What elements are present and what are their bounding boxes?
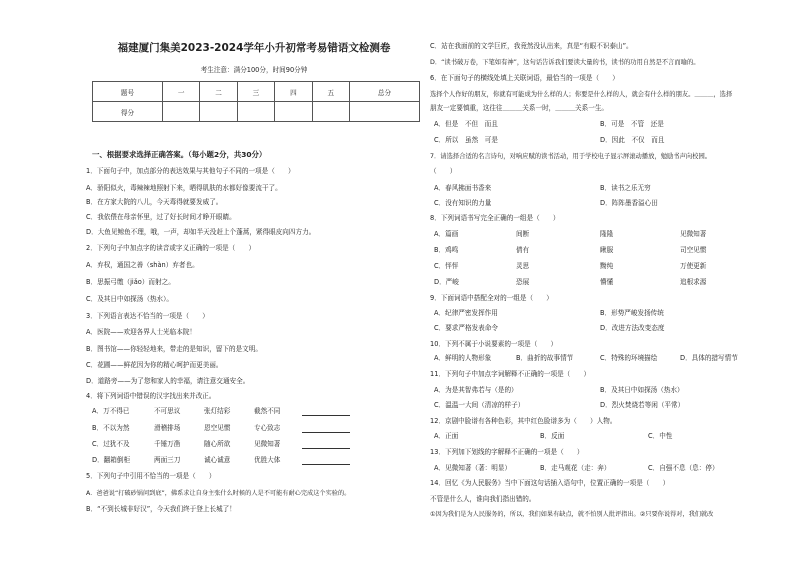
exam-note: 考生注意：满分100分，时间90分钟 <box>200 66 308 74</box>
choice-option[interactable]: A．鲜明的人物形象 <box>434 354 492 362</box>
score-row-label: 得分 <box>93 102 163 122</box>
question-text: 13．下列加下划线的字解释不正确的一项是（ ） <box>430 448 584 456</box>
choice-option[interactable]: B．反面 <box>540 432 565 440</box>
question-text: 5．下列句子中引用不恰当的一项是（ ） <box>86 472 216 480</box>
question-text: 9．下面词语中搭配全对的一组是（ ） <box>430 294 553 302</box>
option-line: B．在方家大院的八儿，今天毒得就要发威了。 <box>86 198 223 206</box>
option-line: B．“不到长城非好汉”，今天我们终于登上长城了！ <box>86 505 236 513</box>
word-cell: 优胜大体 <box>254 456 281 464</box>
choice-option[interactable]: D．改进方法改变态度 <box>600 324 665 332</box>
option-line: C．花圃——鲜花因为你的精心呵护而更美丽。 <box>86 361 223 369</box>
word-cell: 专心致志 <box>254 424 281 432</box>
word-cell: 灵思 <box>516 262 530 270</box>
choice-option[interactable]: A．为是其智弗若与（是的） <box>434 386 518 394</box>
word-cell: 万使更新 <box>680 262 707 270</box>
option-line: A．骄阳似火，毒辣辣地照射下来，晒得肌肤的水都好像要流干了。 <box>86 184 282 192</box>
choice-option[interactable]: A．见微知著（著：明显） <box>434 464 512 472</box>
word-cell: 间断 <box>516 230 530 238</box>
choice-option[interactable]: C．所以 虽然 可是 <box>434 136 498 144</box>
option-line: D．道路旁——为了您和家人的幸福，请注意交通安全。 <box>86 377 250 385</box>
question-text: 2．下列句子中加点字的读音或字义正确的一项是（ ） <box>86 244 256 252</box>
score-cell[interactable] <box>312 102 349 122</box>
option-line: C．我依偎在母亲怀里，过了好长时间才睁开眼睛。 <box>86 213 236 221</box>
choice-option[interactable]: D．烈火焚烧若等闲（平常） <box>600 401 685 409</box>
word-cell: 恐展 <box>516 278 530 286</box>
word-cell: 司空见惯 <box>680 246 707 254</box>
question-text: 12．京剧中脸谱有各种色彩，其中红色脸谱多为（ ）人物。 <box>430 417 617 425</box>
question-text: 不管是什么人，谁向我们指出错的。 <box>430 495 536 503</box>
score-header: 二 <box>200 82 237 102</box>
word-cell: 追根求源 <box>680 278 707 286</box>
answer-blank[interactable] <box>302 464 350 465</box>
word-cell: 懵懂 <box>600 278 614 286</box>
passage-line: ①因为我们是为人民服务的，所以，我们如果有缺点，就不怕别人批评指出。②只要你说得对，我们就改 <box>430 511 714 518</box>
question-text: 3．下列语言表达不恰当的一项是（ ） <box>86 312 209 320</box>
word-cell: C．过犹不及 <box>92 440 130 448</box>
option-line: D．“读书破万卷，下笔如有神”，这句话告诉我们要读大量的书，读书的功用自然是不言而喻的。 <box>430 59 700 66</box>
score-header: 题号 <box>93 82 163 102</box>
choice-option[interactable]: A．春风拂面书香来 <box>434 184 492 192</box>
word-cell: B．不以为然 <box>92 424 130 432</box>
word-cell: 见微知著 <box>254 440 281 448</box>
choice-option[interactable]: D．严峻 <box>434 278 459 286</box>
option-line: B．图书馆——你轻轻地来，带走的是知识，留下的是文明。 <box>86 345 262 353</box>
choice-option[interactable]: C．要求严格发表命令 <box>434 324 498 332</box>
option-line: A．爸爸说“打破砂锅问到底”，佛系求让自身主张什么时候的人是不可能有耐心完成这个实验的。 <box>86 490 351 497</box>
option-line: B．思振弓缴（jiǎo）而射之。 <box>86 278 175 286</box>
score-cell[interactable] <box>162 102 199 122</box>
choice-option[interactable]: B．读书之乐无穷 <box>600 184 651 192</box>
choice-option[interactable]: D．阵阵墨香溢心田 <box>600 199 658 207</box>
score-table <box>92 81 420 122</box>
answer-blank[interactable] <box>302 432 350 433</box>
question-text: 8．下列词语书写完全正确的一组是（ ） <box>430 214 560 222</box>
answer-blank[interactable] <box>302 448 350 449</box>
choice-option[interactable]: B．可是 不管 还是 <box>600 120 664 128</box>
score-cell[interactable] <box>237 102 274 122</box>
choice-option[interactable]: C．温温一大间（清凉的样子） <box>434 401 525 409</box>
choice-option[interactable]: B．及其日中如探汤（热水） <box>600 386 684 394</box>
choice-option[interactable]: A．纪律严密发挥作用 <box>434 309 498 317</box>
word-cell: 见微知著 <box>680 230 707 238</box>
score-cell[interactable] <box>200 102 237 122</box>
choice-option[interactable]: B．曲折的故事情节 <box>516 354 574 362</box>
word-cell: 千锤万凿 <box>154 440 181 448</box>
option-line: C．站在我面前的文学巨匠，我竟然没认出来，真是“有眼不识泰山”。 <box>430 42 633 50</box>
word-cell: 张灯结彩 <box>204 407 231 415</box>
score-header: 四 <box>275 82 312 102</box>
question-text: 6．在下面句子的横线处填上关联词语，最恰当的一项是（ ） <box>430 74 619 82</box>
question-text: 7．请选择合适的名言诗句，对响应赋的读书活动，用于学校电子显示屏滚动播放，勉励书声向校园。 <box>430 153 712 160</box>
option-line: C．及其日中如探汤（热水）。 <box>86 295 174 303</box>
option-line: A．医院——欢迎各界人士光临本院！ <box>86 328 197 336</box>
choice-option[interactable]: D．具体的措写情节 <box>680 354 738 362</box>
question-text: 选择个人作好的朋友，你就有可能成为什么样的人；你要是什么样的人，就会有什么样的朋友。＿＿＿，选择 <box>430 91 733 98</box>
word-cell: 不可思议 <box>154 407 181 415</box>
choice-option[interactable]: D．因此 不仅 而且 <box>600 136 665 144</box>
word-cell: 黝纯 <box>600 262 614 270</box>
question-text: （ ） <box>430 167 457 175</box>
question-text: 10．下列不属于小说要素的一项是（ ） <box>430 340 558 348</box>
question-text: 朋友一定要慎重，这往往＿＿＿关系一时，＿＿＿关系一生。 <box>430 104 609 112</box>
question-text: 14．回忆《为人民服务》当中下面这句话插入语句中，位置正确的一项是（ ） <box>430 479 670 487</box>
choice-option[interactable]: B．形势严峻发扬传统 <box>600 309 664 317</box>
score-header: 总分 <box>350 82 420 102</box>
exam-title: 福建厦门集美2023-2024学年小升初常考易错语文检测卷 <box>117 42 391 54</box>
choice-option[interactable]: A．正面 <box>434 432 459 440</box>
choice-option[interactable]: A．篇画 <box>434 230 459 238</box>
score-header: 五 <box>312 82 349 102</box>
word-cell: 随心所欲 <box>204 440 231 448</box>
score-cell[interactable] <box>275 102 312 122</box>
choice-option[interactable]: C．特殊的环境描绘 <box>600 354 658 362</box>
score-header: 一 <box>162 82 199 102</box>
choice-option[interactable]: C．没有知识的力量 <box>434 199 492 207</box>
score-cell[interactable] <box>350 102 420 122</box>
question-text: 4．将下列词语中错误的汉字找出来并改正。 <box>86 392 216 400</box>
section-heading: 一、根据要求选择正确答案。（每小题2分，共30分） <box>92 150 267 159</box>
word-cell: A．万不得已 <box>92 407 130 415</box>
word-cell: 滑稽排场 <box>154 424 181 432</box>
option-line: A．弃权，通国之善（shàn）弃者也。 <box>86 261 199 269</box>
answer-blank[interactable] <box>302 415 350 416</box>
word-cell: D．翻箱倒柜 <box>92 456 131 464</box>
word-cell: 倩有 <box>516 246 530 254</box>
word-cell: 隆隆 <box>600 230 614 238</box>
question-text: 1．下面句子中，加点部分的表达效果与其他句子不同的一项是（ ） <box>86 167 295 175</box>
choice-option[interactable]: C．中性 <box>648 432 673 440</box>
choice-option[interactable]: C．怦怦 <box>434 262 459 270</box>
option-line: D．大鱼见鲸鱼不理，哦，一声，却如半天没赶上个蓬蒿，紧得眼皮向四方力。 <box>86 228 316 236</box>
question-text: 11．下列句子中加点字词解释不正确的一项是（ ） <box>430 370 591 378</box>
word-cell: 诚心诚意 <box>204 456 231 464</box>
choice-option[interactable]: B．鸡鸣 <box>434 246 459 254</box>
choice-option[interactable]: B．走马观花（走：奔） <box>540 464 611 472</box>
word-cell: 恩空见惯 <box>204 424 231 432</box>
word-cell: 截然不同 <box>254 407 281 415</box>
score-header: 三 <box>237 82 274 102</box>
choice-option[interactable]: C．自强不息（息：停） <box>648 464 719 472</box>
word-cell: 两面三刀 <box>154 456 181 464</box>
word-cell: 瞅服 <box>600 246 614 254</box>
choice-option[interactable]: A．但是 不但 而且 <box>434 120 498 128</box>
